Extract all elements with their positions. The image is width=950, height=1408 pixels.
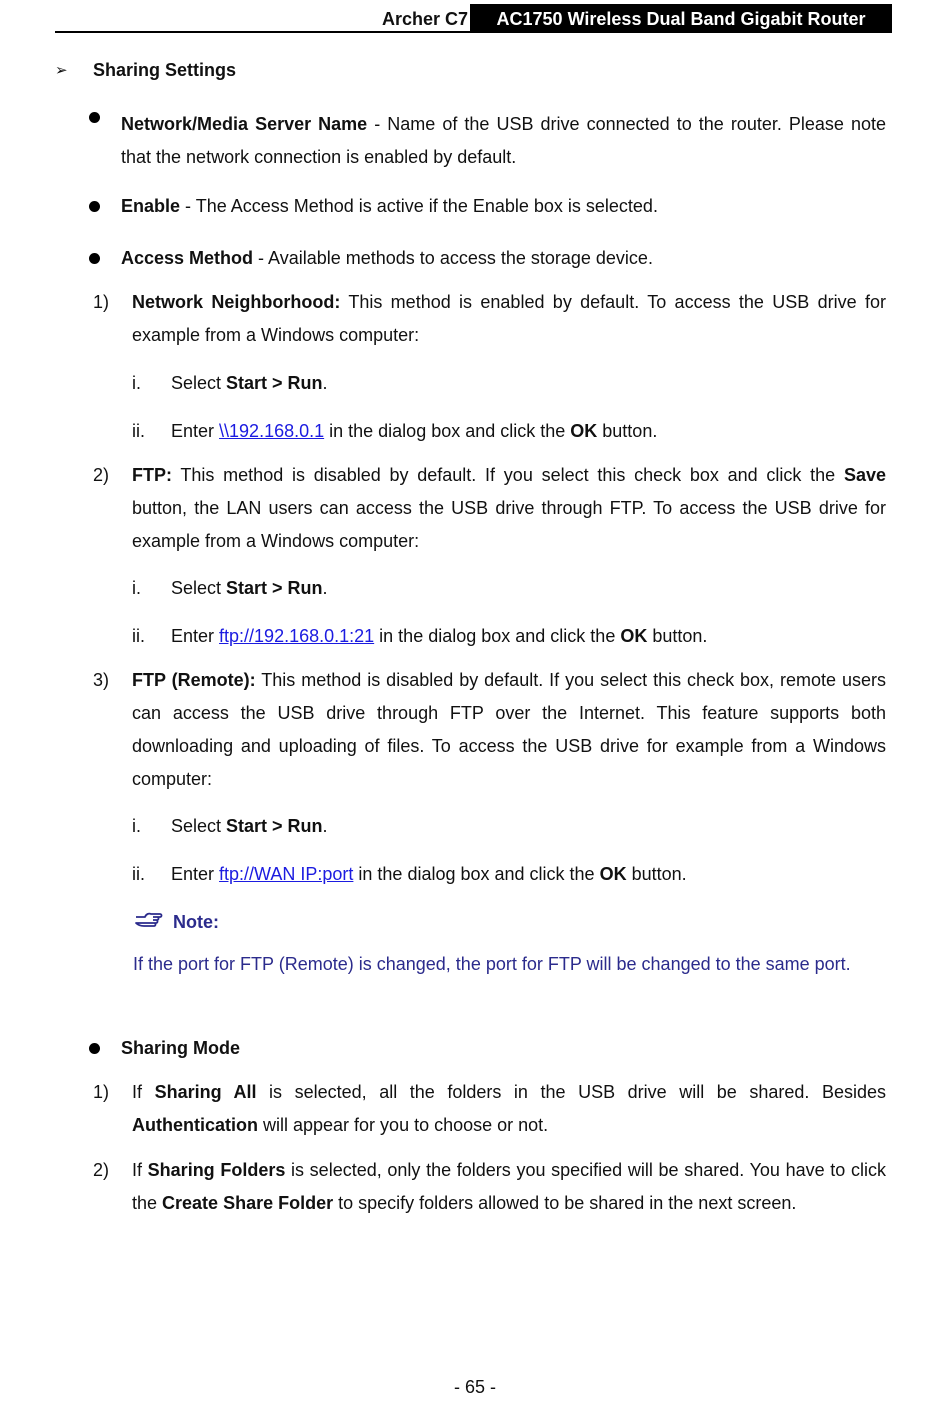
item-term: Enable [121,196,181,216]
list-number: 1) [93,1082,110,1102]
step-text: in the dialog box and click the [374,626,621,646]
mode-bold: Create Share Folder [162,1193,334,1213]
header-product: AC1750 Wireless Dual Band Gigabit Router [470,4,892,32]
list-number: 3) [93,670,110,690]
item-enable [121,190,658,223]
bullet-icon [89,201,100,212]
step-bold: OK [620,626,648,646]
step-text: Select [171,578,227,598]
section-title: Sharing Settings [93,60,237,80]
item-term: Access Method [121,248,254,268]
method-term: FTP (Remote): [132,670,256,690]
step-text: Enter [171,626,220,646]
step-number: i. [132,578,141,598]
list-number: 2) [93,1160,110,1180]
bullet-icon [89,1043,100,1054]
method-text: This method is disabled by default. If you select this check box, remote users can access the USB drive through FTP over the Internet. This feature supports both downloading and uploading of files. To access the USB drive for example from a Windows computer: [132,670,887,789]
note-label: Note: [173,912,219,932]
bullet-icon [89,112,100,123]
step-text: Enter [171,421,220,441]
method-term: Network Neighborhood: [132,292,341,312]
mode-text: is selected, only the folders you specified will be shared. You have to click the [132,1160,886,1213]
method-ftp [132,459,886,558]
step-text: Select [171,373,227,393]
sharing-mode-title: Sharing Mode [121,1038,241,1058]
mode-bold: Sharing Folders [147,1160,286,1180]
step-text: in the dialog box and click the [324,421,571,441]
item-text: - Name of the USB drive connected to the router. Please note that the network connection is enabled by default. [121,114,887,167]
mode-bold: Authentication [132,1115,258,1135]
item-term: Network/Media Server Name [121,114,368,134]
step-select-run [171,367,328,400]
method-term: FTP: [132,465,172,485]
step-text: button. [597,421,658,441]
step-number: i. [132,816,141,836]
step-bold: OK [570,421,598,441]
step-number: ii. [132,421,145,441]
step-select-run [171,810,328,843]
item-access-method [121,242,653,275]
mode-text: If [132,1160,148,1180]
method-ftp-remote [132,664,886,796]
mode-text: will appear for you to choose or not. [258,1115,549,1135]
header-rule [55,31,892,33]
step-bold: Start > Run [226,816,323,836]
address-link[interactable]: ftp://WAN IP:port [219,864,354,884]
arrow-bullet-icon: ➢ [55,62,68,79]
method-text: button, the LAN users can access the USB drive through FTP. To access the USB drive for example from a Windows computer: [132,498,886,551]
bullet-icon [89,253,100,264]
address-link[interactable]: ftp://192.168.0.1:21 [219,626,375,646]
mode-text: is selected, all the folders in the USB drive will be shared. Besides [256,1082,886,1102]
step-text: Select [171,816,227,836]
pointing-hand-icon [133,909,163,933]
item-text: - Available methods to access the storage device. [253,248,653,268]
step-text: in the dialog box and click the [353,864,600,884]
step-text: . [322,373,328,393]
page-header [55,4,892,32]
note-text: If the port for FTP (Remote) is changed, the port for FTP will be changed to the same port. [133,954,851,974]
mode-text: to specify folders allowed to be shared in the next screen. [333,1193,797,1213]
step-select-run [171,572,328,605]
list-number: 2) [93,465,110,485]
item-text: - The Access Method is active if the Enable box is selected. [180,196,658,216]
step-text: button. [626,864,687,884]
mode-sharing-all [132,1076,886,1142]
step-text: button. [647,626,708,646]
step-text: . [322,816,328,836]
mode-sharing-folders [132,1154,886,1220]
step-enter-address [171,415,657,448]
address-link[interactable]: \\192.168.0.1 [219,421,325,441]
mode-text: If [132,1082,155,1102]
step-bold: OK [599,864,627,884]
step-bold: Start > Run [226,578,323,598]
page-number: - 65 - [453,1377,496,1397]
step-number: ii. [132,626,145,646]
item-server-name [121,108,886,174]
method-bold: Save [843,465,886,485]
mode-bold: Sharing All [154,1082,257,1102]
step-text: . [322,578,328,598]
step-text: Enter [171,864,220,884]
method-network-neighborhood [132,286,886,352]
step-enter-address [171,620,707,653]
step-bold: Start > Run [226,373,323,393]
step-number: ii. [132,864,145,884]
header-model: Archer C7 [381,9,468,29]
list-number: 1) [93,292,110,312]
method-text: This method is disabled by default. If you select this check box and click the [172,465,844,485]
step-number: i. [132,373,141,393]
method-text: This method is enabled by default. To access the USB drive for example from a Windows computer: [132,292,886,345]
step-enter-address [171,858,687,891]
